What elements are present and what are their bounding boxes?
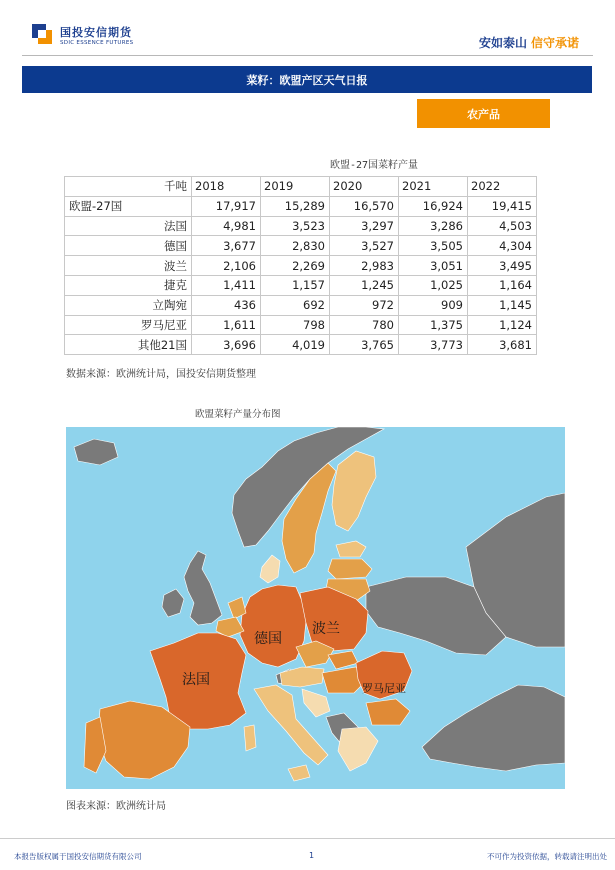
table-year-header: 2020 — [330, 177, 399, 197]
map-label-germany: 德国 — [254, 631, 282, 647]
table-cell: 19,415 — [468, 196, 537, 216]
table-cell: 3,677 — [192, 236, 261, 256]
table-row-label: 罗马尼亚 — [65, 315, 192, 335]
slogan-part2: 信守承诺 — [530, 36, 579, 50]
table-row — [65, 256, 537, 276]
table-row-label: 法国 — [65, 216, 192, 236]
table-cell: 4,981 — [192, 216, 261, 236]
table-cell: 436 — [192, 295, 261, 315]
table-cell: 3,527 — [330, 236, 399, 256]
table-cell: 1,375 — [399, 315, 468, 335]
table-row-label: 其他21国 — [65, 335, 192, 355]
logo-name-cn: 国投安信期货 — [60, 26, 132, 39]
table-row — [65, 236, 537, 256]
table-row — [65, 275, 537, 295]
table-cell: 798 — [261, 315, 330, 335]
table-cell: 4,503 — [468, 216, 537, 236]
footer-disclaimer: 不可作为投资依据，转载请注明出处 — [487, 852, 607, 861]
table-row — [65, 315, 537, 335]
map-germany — [240, 585, 306, 667]
table-row-label: 德国 — [65, 236, 192, 256]
table-row — [65, 335, 537, 355]
table-year-header: 2021 — [399, 177, 468, 197]
table-cell: 1,157 — [261, 275, 330, 295]
report-title-bar — [22, 66, 592, 93]
table-row-label: 捷克 — [65, 275, 192, 295]
table-cell: 3,681 — [468, 335, 537, 355]
table-row — [65, 295, 537, 315]
table-source: 数据来源：欧洲统计局，国投安信期货整理 — [66, 369, 256, 380]
company-logo — [32, 24, 133, 46]
logo-name-en: SDIC ESSENCE FUTURES — [60, 40, 134, 46]
table-row — [65, 196, 537, 216]
table-cell: 1,164 — [468, 275, 537, 295]
map-source: 图表来源：欧洲统计局 — [66, 801, 166, 812]
table-cell: 15,289 — [261, 196, 330, 216]
map-label-romania: 罗马尼亚 — [362, 682, 406, 695]
table-cell: 3,286 — [399, 216, 468, 236]
header-divider — [22, 55, 593, 56]
table-cell: 909 — [399, 295, 468, 315]
table-cell: 3,523 — [261, 216, 330, 236]
table-unit-header: 千吨 — [65, 177, 192, 197]
map-latvia — [328, 559, 372, 579]
table-year-header: 2022 — [468, 177, 537, 197]
table-cell: 972 — [330, 295, 399, 315]
table-cell: 1,245 — [330, 275, 399, 295]
table-cell: 16,924 — [399, 196, 468, 216]
table-cell: 3,696 — [192, 335, 261, 355]
table-cell: 1,611 — [192, 315, 261, 335]
table-row-label: 立陶宛 — [65, 295, 192, 315]
table-cell: 2,106 — [192, 256, 261, 276]
table-cell: 4,304 — [468, 236, 537, 256]
map-label-france: 法国 — [182, 672, 210, 688]
table-cell: 1,411 — [192, 275, 261, 295]
table-cell: 1,025 — [399, 275, 468, 295]
table-cell: 3,773 — [399, 335, 468, 355]
table-cell: 3,051 — [399, 256, 468, 276]
table-cell: 1,124 — [468, 315, 537, 335]
footer-copyright: 本报告版权属于国投安信期货有限公司 — [14, 852, 142, 861]
table-cell: 2,830 — [261, 236, 330, 256]
table-cell: 4,019 — [261, 335, 330, 355]
table-cell: 3,495 — [468, 256, 537, 276]
table-cell: 3,765 — [330, 335, 399, 355]
eu-rapeseed-map — [66, 427, 565, 789]
table-year-header: 2019 — [261, 177, 330, 197]
logo-icon — [32, 24, 54, 46]
table-cell: 2,269 — [261, 256, 330, 276]
map-label-poland: 波兰 — [312, 621, 340, 637]
report-title: 菜籽：欧盟产区天气日报 — [246, 73, 368, 87]
table-cell: 780 — [330, 315, 399, 335]
table-cell: 2,983 — [330, 256, 399, 276]
table-row-label: 欧盟-27国 — [65, 196, 192, 216]
category-tag — [417, 99, 550, 128]
map-sardinia — [244, 725, 256, 751]
table-row-label: 波兰 — [65, 256, 192, 276]
table-header-row — [65, 177, 537, 197]
table-cell: 3,297 — [330, 216, 399, 236]
table-row — [65, 216, 537, 236]
table-cell: 1,145 — [468, 295, 537, 315]
category-tag-label: 农产品 — [467, 107, 500, 121]
production-table — [64, 176, 537, 355]
table-cell: 3,505 — [399, 236, 468, 256]
table-cell: 17,917 — [192, 196, 261, 216]
table-year-header: 2018 — [192, 177, 261, 197]
slogan-part1: 安如泰山 — [478, 36, 527, 50]
footer-divider — [0, 838, 615, 839]
table-cell: 692 — [261, 295, 330, 315]
page-number: 1 — [309, 851, 315, 860]
table-title: 欧盟-27国菜籽产量 — [330, 160, 419, 171]
slogan — [479, 34, 579, 51]
map-title: 欧盟菜籽产量分布图 — [195, 409, 281, 420]
table-cell: 16,570 — [330, 196, 399, 216]
